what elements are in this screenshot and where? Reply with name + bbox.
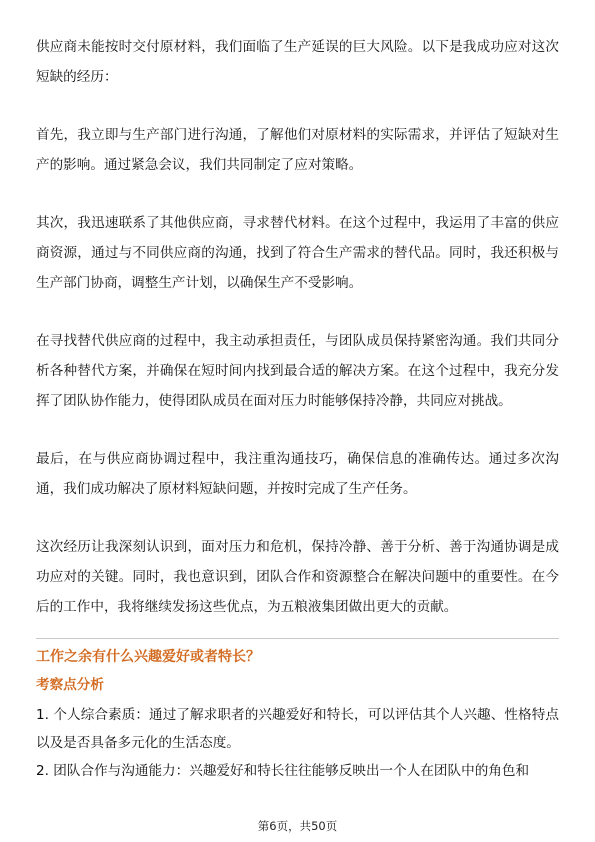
paragraph: 在寻找替代供应商的过程中，我主动承担责任，与团队成员保持紧密沟通。我们共同分析各种替代方案，并确保在短时间内找到最合适的解决方案。在这个过程中，我充分发挥了团队协作能力，使得团队成员在面对压力时能够保持冷静，共同应对挑战。 (36, 333, 559, 409)
page-number: 第6页，共50页 (257, 819, 338, 833)
paragraph: 这次经历让我深刻认识到，面对压力和危机，保持冷静、善于分析、善于沟通协调是成功应对的关键。同时，我也意识到，团队合作和资源整合在解决问题中的重要性。在今后的工作中，我将继续发扬这些优点，为五粮液集团做出更大的贡献。 (36, 539, 559, 615)
question-heading: 工作之余有什么兴趣爱好或者特长？ (36, 649, 260, 665)
document-body (36, 32, 559, 785)
analysis-item: 1. 个人综合素质：通过了解求职者的兴趣爱好和特长，可以评估其个人兴趣、性格特点以及是否具备多元化的生活态度。 (36, 707, 559, 751)
paragraph: 其次，我迅速联系了其他供应商，寻求替代材料。在这个过程中，我运用了丰富的供应商资源，通过与不同供应商的沟通，找到了符合生产需求的替代品。同时，我还积极与生产部门协商，调整生产计划，以确保生产不受影响。 (36, 215, 559, 291)
paragraph: 最后，在与供应商协调过程中，我注重沟通技巧，确保信息的准确传达。通过多次沟通，我们成功解决了原材料短缺问题，并按时完成了生产任务。 (36, 451, 559, 497)
section-divider (36, 638, 559, 639)
paragraph: 首先，我立即与生产部门进行沟通，了解他们对原材料的实际需求，并评估了短缺对生产的影响。通过紧急会议，我们共同制定了应对策略。 (36, 127, 559, 173)
analysis-item: 2. 团队合作与沟通能力：兴趣爱好和特长往往能够反映出一个人在团队中的角色和 (36, 763, 530, 779)
analysis-heading: 考察点分析 (36, 677, 104, 693)
paragraph: 供应商未能按时交付原材料，我们面临了生产延误的巨大风险。以下是我成功应对这次短缺的经历： (36, 39, 559, 85)
